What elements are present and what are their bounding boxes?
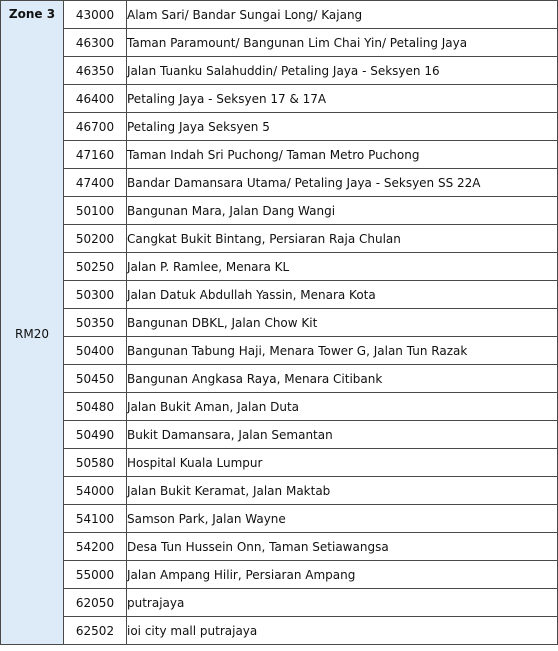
- area-cell: Taman Paramount/ Bangunan Lim Chai Yin/ Petaling Jaya: [127, 29, 558, 57]
- postcode-cell: 43000: [64, 1, 127, 29]
- area-cell: Jalan Datuk Abdullah Yassin, Menara Kota: [127, 281, 558, 309]
- zone-price: RM20: [15, 327, 49, 341]
- postcode-cell: 50300: [64, 281, 127, 309]
- postcode-cell: 50100: [64, 197, 127, 225]
- table-row: [1, 57, 558, 85]
- area-cell: Cangkat Bukit Bintang, Persiaran Raja Chulan: [127, 225, 558, 253]
- postcode-cell: 50490: [64, 421, 127, 449]
- table-row: [1, 533, 558, 561]
- area-cell: Bangunan Tabung Haji, Menara Tower G, Jalan Tun Razak: [127, 337, 558, 365]
- postcode-cell: 46350: [64, 57, 127, 85]
- area-cell: Bangunan Angkasa Raya, Menara Citibank: [127, 365, 558, 393]
- area-cell: Petaling Jaya - Seksyen 17 & 17A: [127, 85, 558, 113]
- postcode-cell: 47400: [64, 169, 127, 197]
- zone-label: Zone 3: [8, 7, 56, 21]
- table-row: [1, 589, 558, 617]
- postcode-cell: 50580: [64, 449, 127, 477]
- area-cell: putrajaya: [127, 589, 558, 617]
- table-row: [1, 141, 558, 169]
- table-row: [1, 225, 558, 253]
- table-row: [1, 85, 558, 113]
- area-cell: Bukit Damansara, Jalan Semantan: [127, 421, 558, 449]
- postcode-cell: 50450: [64, 365, 127, 393]
- postcode-cell: 46300: [64, 29, 127, 57]
- table-row: [1, 169, 558, 197]
- postcode-cell: 46700: [64, 113, 127, 141]
- table-row: [1, 113, 558, 141]
- area-cell: Bangunan Mara, Jalan Dang Wangi: [127, 197, 558, 225]
- postcode-cell: 47160: [64, 141, 127, 169]
- table-row: [1, 393, 558, 421]
- table-row: [1, 617, 558, 645]
- postcode-cell: 55000: [64, 561, 127, 589]
- area-cell: Jalan P. Ramlee, Menara KL: [127, 253, 558, 281]
- table-row: [1, 29, 558, 57]
- table-body: [1, 1, 558, 645]
- area-cell: Bangunan DBKL, Jalan Chow Kit: [127, 309, 558, 337]
- postcode-cell: 50200: [64, 225, 127, 253]
- postcode-cell: 50480: [64, 393, 127, 421]
- table-row: [1, 337, 558, 365]
- table-row: [1, 477, 558, 505]
- zone-cell: [1, 1, 64, 645]
- area-cell: Jalan Bukit Aman, Jalan Duta: [127, 393, 558, 421]
- table-row: [1, 309, 558, 337]
- table-row: [1, 365, 558, 393]
- area-cell: Jalan Bukit Keramat, Jalan Maktab: [127, 477, 558, 505]
- area-cell: Jalan Ampang Hilir, Persiaran Ampang: [127, 561, 558, 589]
- table-row: [1, 1, 558, 29]
- table-row: [1, 197, 558, 225]
- postcode-cell: 54000: [64, 477, 127, 505]
- table-row: [1, 281, 558, 309]
- area-cell: ioi city mall putrajaya: [127, 617, 558, 645]
- postcode-cell: 62050: [64, 589, 127, 617]
- postcode-cell: 54100: [64, 505, 127, 533]
- area-cell: Bandar Damansara Utama/ Petaling Jaya - Seksyen SS 22A: [127, 169, 558, 197]
- area-cell: Jalan Tuanku Salahuddin/ Petaling Jaya - Seksyen 16: [127, 57, 558, 85]
- area-cell: Hospital Kuala Lumpur: [127, 449, 558, 477]
- table-row: [1, 505, 558, 533]
- area-cell: Petaling Jaya Seksyen 5: [127, 113, 558, 141]
- postcode-cell: 46400: [64, 85, 127, 113]
- area-cell: Taman Indah Sri Puchong/ Taman Metro Puchong: [127, 141, 558, 169]
- area-cell: Alam Sari/ Bandar Sungai Long/ Kajang: [127, 1, 558, 29]
- table-row: [1, 561, 558, 589]
- area-cell: Desa Tun Hussein Onn, Taman Setiawangsa: [127, 533, 558, 561]
- postcode-cell: 62502: [64, 617, 127, 645]
- postcode-cell: 54200: [64, 533, 127, 561]
- table-row: [1, 253, 558, 281]
- postcode-cell: 50400: [64, 337, 127, 365]
- table-row: [1, 449, 558, 477]
- area-cell: Samson Park, Jalan Wayne: [127, 505, 558, 533]
- table-row: [1, 421, 558, 449]
- postcode-cell: 50250: [64, 253, 127, 281]
- postcode-cell: 50350: [64, 309, 127, 337]
